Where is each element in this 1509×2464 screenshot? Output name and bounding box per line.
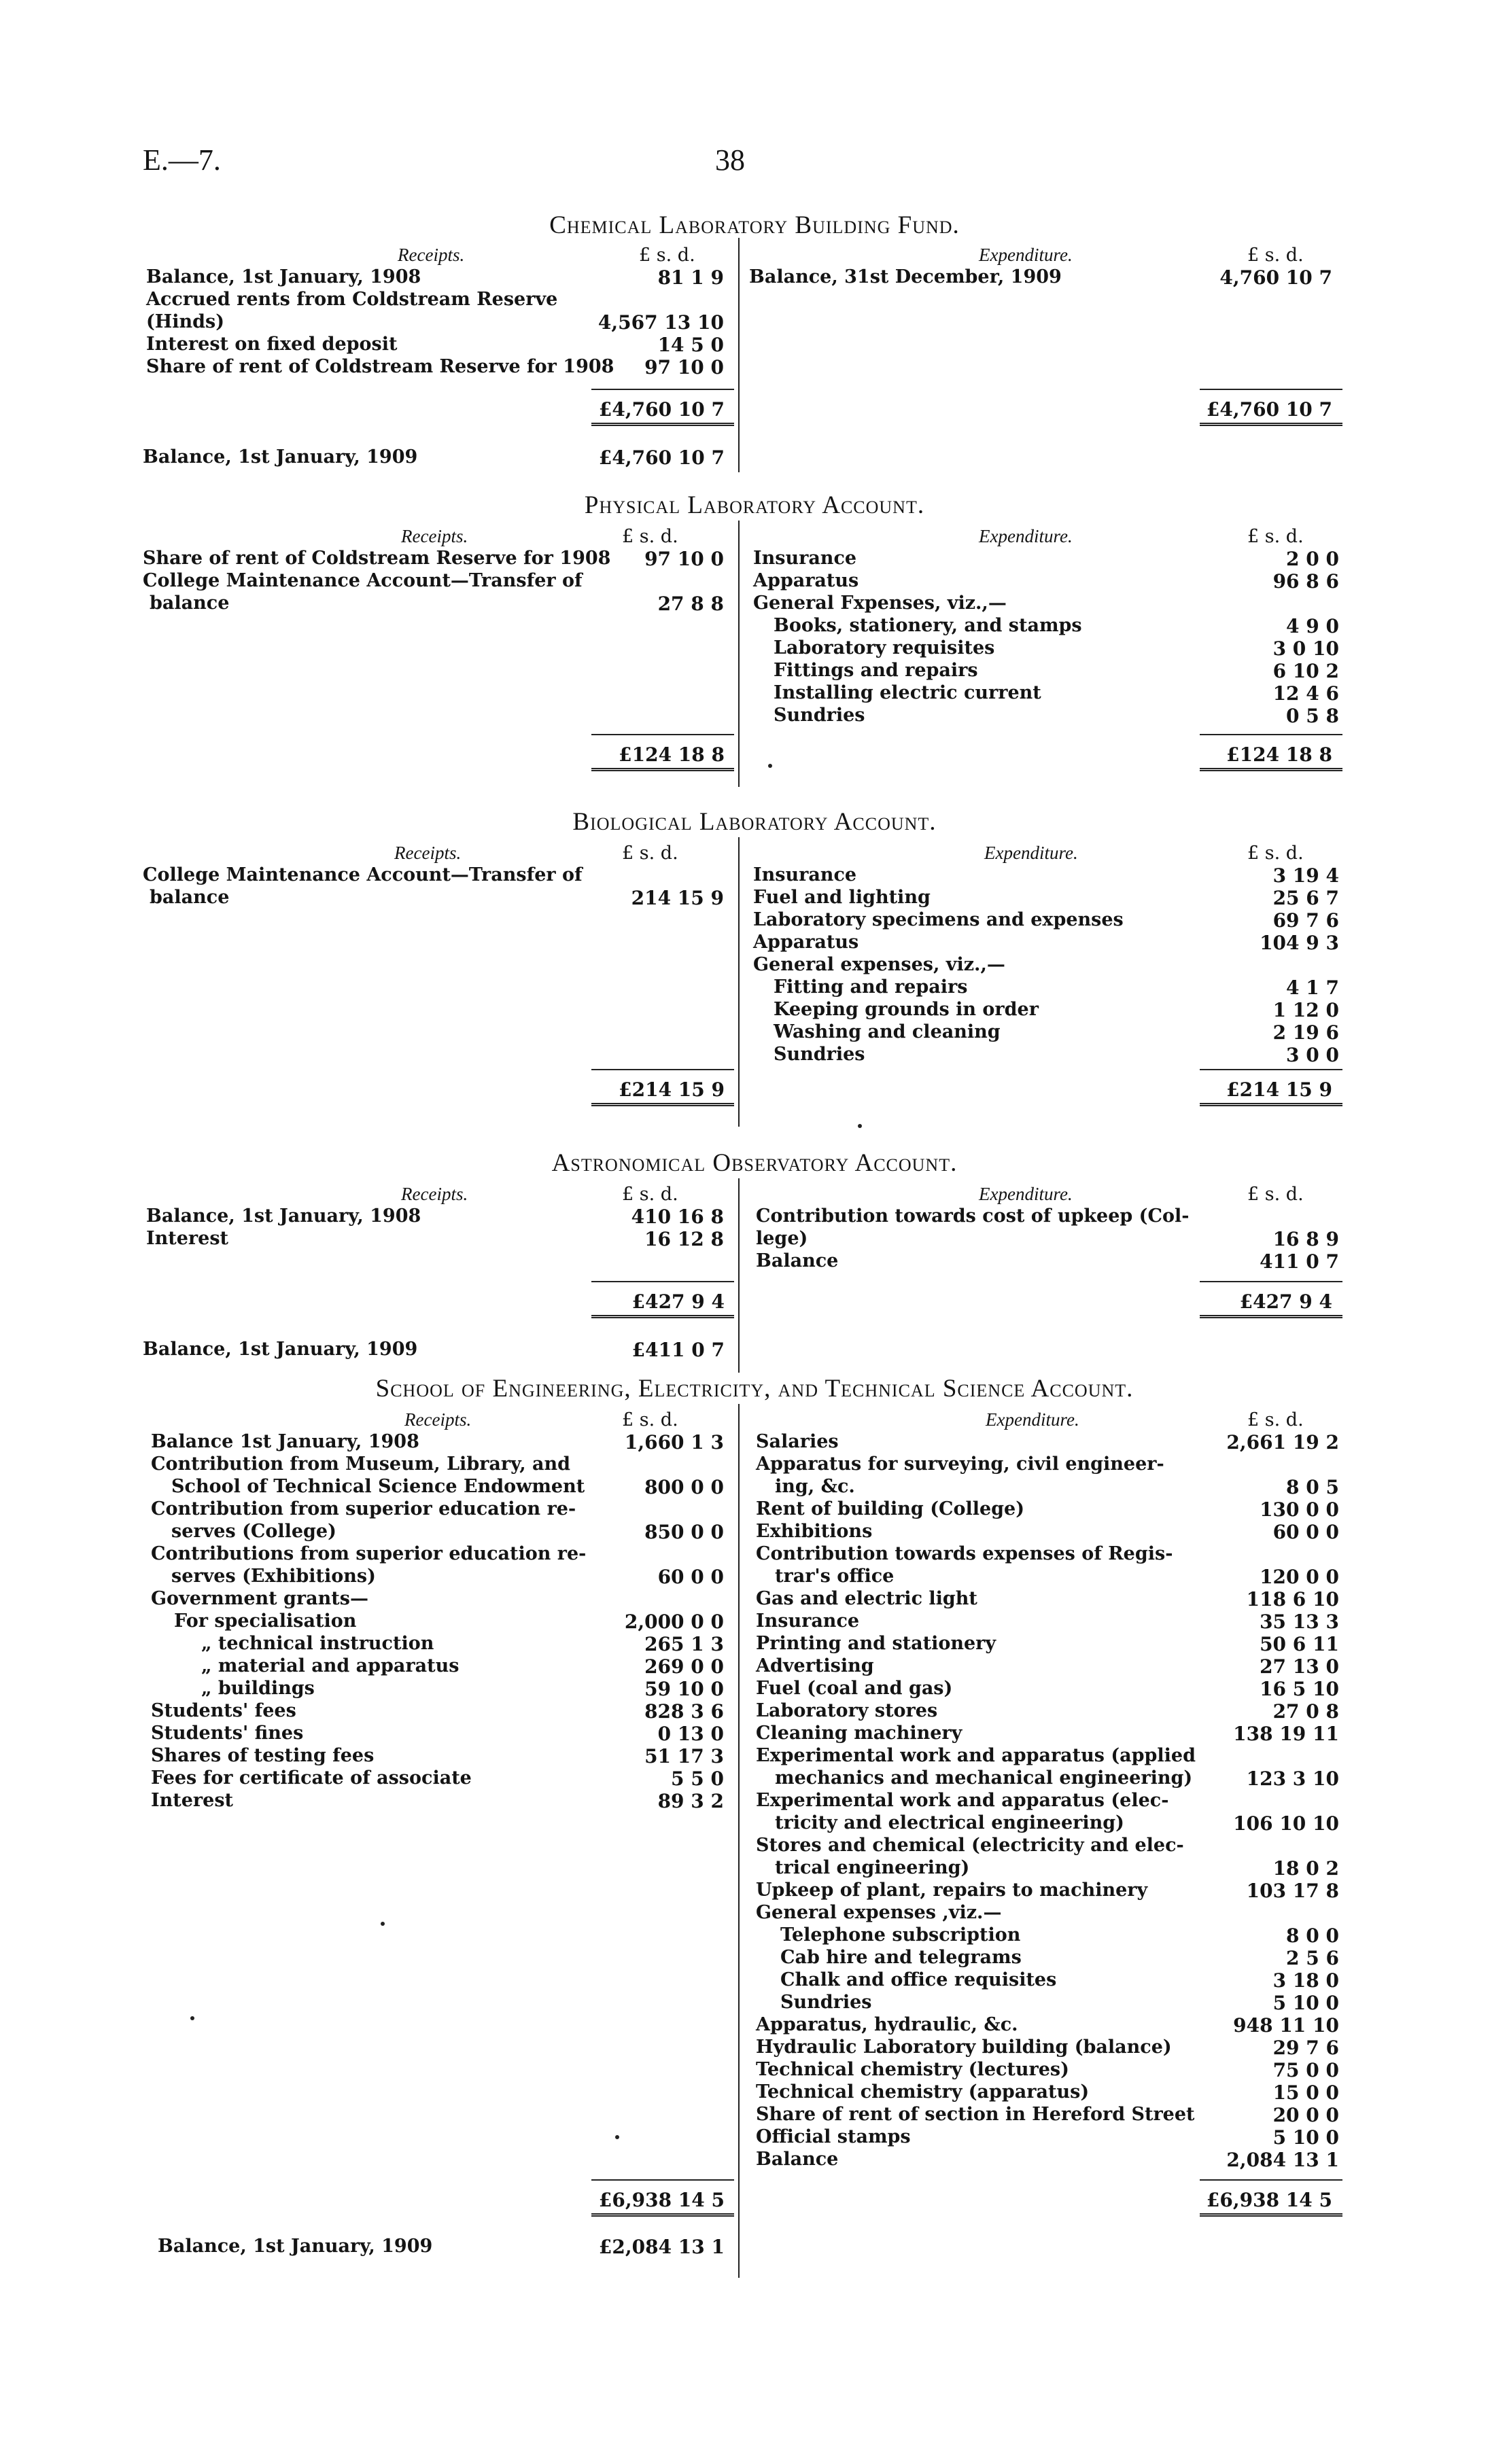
expenditure-line: Telephone subscription [780, 1924, 1021, 1946]
expenditure-amount: 69 7 6 [1272, 909, 1339, 932]
expenditure-amount: 8 0 0 [1286, 1924, 1339, 1947]
page-number: 38 [715, 143, 745, 177]
expenditure-line: Balance [756, 1250, 839, 1271]
expenditure-amount: 2,084 13 1 [1226, 2149, 1339, 2171]
expenditure-line: Sundries [774, 705, 865, 726]
receipt-amount: 51 17 3 [644, 1745, 724, 1767]
expenditure-amount: 120 0 0 [1260, 1566, 1339, 1588]
receipt-amount: 81 1 9 [657, 266, 724, 289]
expenditure-amount: 16 5 10 [1260, 1678, 1339, 1700]
carried-balance-amount: £411 0 7 [631, 1339, 725, 1361]
expenditure-amount: 15 0 0 [1272, 2081, 1339, 2104]
receipt-amount: 265 1 3 [644, 1633, 724, 1655]
rule [1200, 1281, 1342, 1282]
print-dot [858, 1124, 862, 1128]
receipt-amount: 2,000 0 0 [624, 1611, 724, 1633]
receipt-line: Contributions from superior education re- [151, 1543, 587, 1564]
receipts-heading: Receipts. [404, 1409, 472, 1430]
section-title: Astronomical Observatory Account. [551, 1149, 958, 1177]
expenditure-line: Balance, 31st December, 1909 [749, 266, 1062, 287]
receipt-amount: 5 5 0 [671, 1767, 724, 1790]
expenditure-line: ing, &c. [775, 1476, 855, 1497]
expenditure-line: Apparatus [753, 932, 859, 953]
receipt-line: balance [150, 593, 230, 614]
receipt-line: Interest on fixed deposit [146, 334, 398, 355]
receipt-line: Contribution from Museum, Library, and [151, 1454, 571, 1475]
receipts-heading: Receipts. [394, 843, 462, 863]
receipt-amount: 0 13 0 [657, 1723, 724, 1745]
expenditure-heading: Expenditure. [979, 245, 1073, 265]
receipt-amount: 4,567 13 10 [597, 311, 724, 334]
expenditure-amount: 5 10 0 [1272, 2126, 1339, 2149]
expenditure-line: Advertising [756, 1655, 874, 1676]
expenditure-line: trical engineering) [775, 1857, 970, 1878]
expenditure-amount: 8 0 5 [1286, 1476, 1339, 1498]
receipt-line: College Maintenance Account—Transfer of [143, 570, 583, 591]
rule [591, 734, 734, 735]
expenditure-amount: 29 7 6 [1272, 2037, 1339, 2059]
expenditure-amount: 60 0 0 [1272, 1521, 1339, 1543]
expenditure-line: Insurance [753, 548, 857, 569]
expenditure-line: Printing and stationery [756, 1633, 996, 1654]
double-rule [591, 423, 734, 427]
double-rule [1200, 1103, 1342, 1108]
double-rule [1200, 1315, 1342, 1320]
expenditure-line: trar's office [775, 1566, 895, 1587]
expenditure-line: Apparatus for surveying, civil engineer- [756, 1454, 1164, 1475]
receipts-total: £427 9 4 [631, 1290, 725, 1313]
carried-balance-label: Balance, 1st January, 1909 [158, 2236, 433, 2257]
receipts-heading: Receipts. [401, 526, 468, 546]
rule [1200, 1069, 1342, 1070]
expenditure-line: General expenses, viz.,— [753, 954, 1005, 975]
print-dot [190, 2016, 194, 2020]
expenditure-line: tricity and electrical engineering) [775, 1812, 1124, 1833]
receipt-line: Shares of testing fees [151, 1745, 375, 1766]
expenditure-line: Contribution towards cost of upkeep (Col- [756, 1205, 1190, 1227]
expenditure-heading: Expenditure. [986, 1409, 1079, 1430]
column-divider [738, 1178, 740, 1373]
expenditure-amount: 35 13 3 [1260, 1611, 1339, 1633]
rule [591, 1281, 734, 1282]
receipt-line: „ buildings [201, 1678, 315, 1699]
receipt-line: (Hinds) [146, 311, 225, 332]
expenditure-amount: 411 0 7 [1260, 1250, 1339, 1273]
carried-balance-label: Balance, 1st January, 1909 [143, 1339, 418, 1360]
receipt-line: balance [150, 887, 230, 908]
expenditure-money-heading: £ s. d. [1247, 1409, 1304, 1430]
expenditure-amount: 27 13 0 [1260, 1655, 1339, 1678]
rule [591, 389, 734, 390]
physical-laboratory-section [0, 491, 1509, 790]
receipt-amount: 97 10 0 [644, 356, 724, 379]
receipt-amount: 89 3 2 [657, 1790, 724, 1812]
expenditure-line: Sundries [774, 1044, 865, 1065]
expenditure-amount: 25 6 7 [1272, 887, 1339, 909]
expenditure-amount: 138 19 11 [1233, 1723, 1339, 1745]
expenditure-line: Laboratory requisites [774, 637, 995, 658]
double-rule [591, 2213, 734, 2218]
receipt-amount: 850 0 0 [644, 1521, 724, 1543]
rule [1200, 389, 1342, 390]
expenditure-line: Hydraulic Laboratory building (balance) [756, 2037, 1172, 2058]
expenditure-amount: 2 0 0 [1286, 548, 1339, 570]
receipt-line: Interest [151, 1790, 233, 1811]
expenditure-amount: 5 10 0 [1272, 1992, 1339, 2014]
expenditure-line: lege) [756, 1228, 808, 1249]
receipt-amount: 60 0 0 [657, 1566, 724, 1588]
double-rule [1200, 768, 1342, 773]
receipts-total: £4,760 10 7 [598, 398, 725, 421]
receipt-line: For specialisation [174, 1611, 357, 1632]
carried-balance-amount: £4,760 10 7 [598, 446, 725, 469]
expenditure-amount: 118 6 10 [1246, 1588, 1339, 1611]
receipt-line: Government grants— [151, 1588, 368, 1609]
receipts-total: £124 18 8 [619, 743, 725, 766]
expenditure-total: £214 15 9 [1226, 1078, 1332, 1101]
expenditure-line: Official stamps [756, 2126, 911, 2147]
expenditure-total: £4,760 10 7 [1206, 398, 1332, 421]
expenditure-amount: 20 0 0 [1272, 2104, 1339, 2126]
expenditure-line: Technical chemistry (apparatus) [756, 2081, 1090, 2102]
receipt-line: Accrued rents from Coldstream Reserve [146, 289, 558, 310]
section-title: Chemical Laboratory Building Fund. [549, 211, 960, 239]
chemical-laboratory-section [0, 211, 1509, 472]
receipt-line: Contribution from superior education re- [151, 1498, 576, 1519]
expenditure-amount: 2,661 19 2 [1226, 1431, 1339, 1454]
astronomical-observatory-section [0, 1148, 1509, 1373]
expenditure-money-heading: £ s. d. [1247, 526, 1304, 547]
expenditure-line: Technical chemistry (lectures) [756, 2059, 1069, 2080]
receipts-money-heading: £ s. d. [622, 526, 678, 547]
expenditure-line: Insurance [756, 1611, 860, 1632]
receipt-line: Students' fines [151, 1723, 304, 1744]
receipt-amount: 27 8 8 [657, 593, 724, 615]
expenditure-amount: 948 11 10 [1233, 2014, 1339, 2037]
expenditure-line: Fitting and repairs [774, 976, 968, 998]
expenditure-amount: 12 4 6 [1272, 682, 1339, 705]
expenditure-line: General expenses ,viz.— [756, 1902, 1002, 1923]
receipts-total: £6,938 14 5 [598, 2189, 725, 2211]
receipt-amount: 410 16 8 [631, 1205, 724, 1228]
expenditure-line: Books, stationery, and stamps [774, 615, 1082, 636]
expenditure-amount: 123 3 10 [1246, 1767, 1339, 1790]
column-divider [738, 238, 740, 472]
expenditure-amount: 2 19 6 [1272, 1021, 1339, 1044]
receipt-amount: 800 0 0 [644, 1476, 724, 1498]
receipts-money-heading: £ s. d. [622, 843, 678, 864]
expenditure-line: Exhibitions [756, 1521, 873, 1542]
expenditure-line: Apparatus, hydraulic, &c. [756, 2014, 1018, 2035]
expenditure-line: Installing electric current [774, 682, 1041, 703]
biological-laboratory-section [0, 807, 1509, 1127]
column-divider [738, 521, 740, 787]
receipt-line: „ technical instruction [201, 1633, 434, 1654]
receipt-line: serves (Exhibitions) [171, 1566, 376, 1587]
rule [591, 2179, 734, 2181]
expenditure-line: General Fxpenses, viz.,— [753, 593, 1007, 614]
expenditure-line: Insurance [753, 864, 857, 885]
expenditure-line: Cleaning machinery [756, 1723, 962, 1744]
expenditure-line: Balance [756, 2149, 839, 2170]
receipts-money-heading: £ s. d. [622, 1409, 678, 1430]
page-ref: E.—7. [143, 143, 221, 177]
receipt-amount: 269 0 0 [644, 1655, 724, 1678]
receipt-amount: 214 15 9 [631, 887, 724, 909]
expenditure-total: £6,938 14 5 [1206, 2189, 1332, 2211]
receipt-line: serves (College) [171, 1521, 336, 1542]
rule [1200, 2179, 1342, 2181]
expenditure-heading: Expenditure. [979, 1184, 1073, 1204]
receipt-line: Fees for certificate of associate [151, 1767, 472, 1789]
receipt-line: Interest [146, 1228, 228, 1249]
receipt-line: Balance 1st January, 1908 [151, 1431, 419, 1452]
rule [591, 1069, 734, 1070]
expenditure-line: Contribution towards expenses of Regis- [756, 1543, 1173, 1564]
receipt-line: Share of rent of Coldstream Reserve for 1908 [146, 356, 614, 377]
carried-balance-amount: £2,084 13 1 [598, 2236, 725, 2258]
expenditure-total: £427 9 4 [1239, 1290, 1332, 1313]
receipt-amount: 828 3 6 [644, 1700, 724, 1723]
expenditure-money-heading: £ s. d. [1247, 1184, 1304, 1205]
double-rule [1200, 2213, 1342, 2218]
expenditure-heading: Expenditure. [984, 843, 1078, 863]
receipt-amount: 14 5 0 [657, 334, 724, 356]
expenditure-line: mechanics and mechanical engineering) [775, 1767, 1193, 1789]
expenditure-line: Cab hire and telegrams [780, 1947, 1022, 1968]
expenditure-amount: 6 10 2 [1272, 660, 1339, 682]
expenditure-line: Stores and chemical (electricity and elec- [756, 1835, 1184, 1856]
expenditure-amount: 75 0 0 [1272, 2059, 1339, 2081]
expenditure-line: Rent of building (College) [756, 1498, 1025, 1519]
expenditure-line: Upkeep of plant, repairs to machinery [756, 1880, 1148, 1901]
expenditure-amount: 4,760 10 7 [1219, 266, 1332, 289]
expenditure-amount: 4 1 7 [1286, 976, 1339, 999]
double-rule [591, 1315, 734, 1320]
expenditure-line: Experimental work and apparatus (elec- [756, 1790, 1169, 1811]
section-title: Physical Laboratory Account. [584, 491, 925, 519]
receipt-line: Balance, 1st January, 1908 [146, 266, 421, 287]
expenditure-line: Fuel and lighting [753, 887, 931, 908]
section-title: School of Engineering, Electricity, and Technical Science Account. [375, 1375, 1134, 1403]
expenditure-amount: 3 18 0 [1272, 1969, 1339, 1992]
double-rule [591, 768, 734, 773]
double-rule [1200, 423, 1342, 427]
expenditure-line: Sundries [780, 1992, 872, 2013]
expenditure-amount: 3 0 0 [1286, 1044, 1339, 1066]
expenditure-money-heading: £ s. d. [1247, 245, 1304, 266]
column-divider [738, 837, 740, 1127]
expenditure-amount: 103 17 8 [1246, 1880, 1339, 1902]
expenditure-amount: 27 0 8 [1272, 1700, 1339, 1723]
expenditure-line: Laboratory specimens and expenses [753, 909, 1124, 930]
expenditure-amount: 18 0 2 [1272, 1857, 1339, 1880]
receipts-money-heading: £ s. d. [622, 1184, 678, 1205]
expenditure-amount: 104 9 3 [1260, 932, 1339, 954]
expenditure-line: Gas and electric light [756, 1588, 977, 1609]
expenditure-amount: 2 5 6 [1286, 1947, 1339, 1969]
receipts-heading: Receipts. [401, 1184, 468, 1204]
expenditure-line: Apparatus [753, 570, 859, 591]
expenditure-amount: 106 10 10 [1233, 1812, 1339, 1835]
rule [1200, 734, 1342, 735]
receipts-money-heading: £ s. d. [639, 245, 695, 266]
print-dot [381, 1922, 385, 1926]
receipt-line: „ material and apparatus [201, 1655, 459, 1676]
receipt-amount: 97 10 0 [644, 548, 724, 570]
expenditure-amount: 0 5 8 [1286, 705, 1339, 727]
expenditure-amount: 3 19 4 [1272, 864, 1339, 887]
carried-balance-label: Balance, 1st January, 1909 [143, 446, 418, 468]
expenditure-amount: 96 8 6 [1272, 570, 1339, 593]
expenditure-money-heading: £ s. d. [1247, 843, 1304, 864]
column-divider [738, 1404, 740, 2278]
receipt-line: Students' fees [151, 1700, 296, 1721]
expenditure-line: Washing and cleaning [774, 1021, 1001, 1042]
print-dot [615, 2135, 619, 2139]
expenditure-line: Fuel (coal and gas) [756, 1678, 953, 1699]
receipt-amount: 59 10 0 [644, 1678, 724, 1700]
receipt-line: School of Technical Science Endowment [171, 1476, 585, 1497]
section-title: Biological Laboratory Account. [572, 808, 937, 836]
expenditure-amount: 3 0 10 [1272, 637, 1339, 660]
receipt-line: College Maintenance Account—Transfer of [143, 864, 583, 885]
expenditure-amount: 1 12 0 [1272, 999, 1339, 1021]
expenditure-line: Laboratory stores [756, 1700, 938, 1721]
receipt-amount: 1,660 1 3 [624, 1431, 724, 1454]
receipt-amount: 16 12 8 [644, 1228, 724, 1250]
expenditure-line: Share of rent of section in Hereford Street [756, 2104, 1195, 2125]
expenditure-amount: 50 6 11 [1260, 1633, 1339, 1655]
expenditure-heading: Expenditure. [979, 526, 1073, 546]
expenditure-amount: 4 9 0 [1286, 615, 1339, 637]
print-dot [768, 764, 772, 768]
expenditure-line: Experimental work and apparatus (applied [756, 1745, 1196, 1766]
receipts-heading: Receipts. [398, 245, 465, 265]
expenditure-amount: 16 8 9 [1272, 1228, 1339, 1250]
expenditure-total: £124 18 8 [1226, 743, 1332, 766]
double-rule [591, 1103, 734, 1108]
engineering-school-section [0, 1374, 1509, 2278]
expenditure-line: Salaries [756, 1431, 839, 1452]
expenditure-line: Keeping grounds in order [774, 999, 1039, 1020]
expenditure-amount: 130 0 0 [1260, 1498, 1339, 1521]
receipt-line: Balance, 1st January, 1908 [146, 1205, 421, 1227]
expenditure-line: Chalk and office requisites [780, 1969, 1057, 1990]
expenditure-line: Fittings and repairs [774, 660, 978, 681]
receipt-line: Share of rent of Coldstream Reserve for 1908 [143, 548, 611, 569]
receipts-total: £214 15 9 [619, 1078, 725, 1101]
